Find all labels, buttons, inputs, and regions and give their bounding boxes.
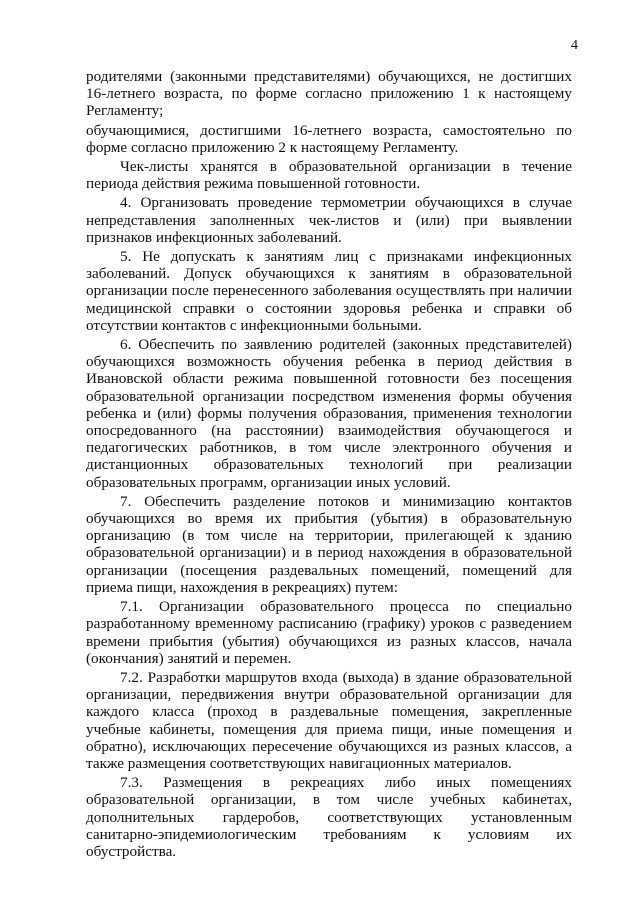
paragraph-item-5: 5. Не допускать к занятиям лиц с признаками инфекционных заболеваний. Допуск обучающихся к занятиям в образовательной организации после перенесенного заболевания осуществлять при наличии медицинской справки о состоянии здоровья ребенка и справки об отсутствии контактов с инфекционными больными. [86,248,572,334]
paragraph-item-6: 6. Обеспечить по заявлению родителей (законных представителей) обучающихся возможность обучения ребенка в период действия в Ивановской области режима повышенной готовности без посещения образовательной организации посредством изменения формы обучения ребенка и (или) формы получения образования, применения технологии опосредованного (на расстоянии) взаимодействия обучающегося и педагогических работников, в том числе электронного обучения и дистанционных образовательных технологий при реализации образовательных программ, организации иных условий. [86,336,572,491]
page-number: 4 [571,38,578,53]
paragraph-item-4: 4. Организовать проведение термометрии обучающихся в случае непредставления заполненных чек-листов и (или) при выявлении признаков инфекционных заболеваний. [86,194,572,246]
document-body [86,68,572,862]
paragraph-students-checklist: обучающимися, достигшими 16-летнего возраста, самостоятельно по форме согласно приложению 2 к настоящему Регламенту. [86,121,572,156]
paragraph-parents-checklist: родителями (законными представителями) обучающихся, не достигших 16-летнего возраста, по форме согласно приложению 1 к настоящему Регламенту; [86,68,572,120]
paragraph-item-7-3: 7.3. Размещения в рекреациях либо иных помещениях образовательной организации, в том числе учебных кабинетах, дополнительных гардеробов, соответствующих установленным санитарно-эпидемиологическим требованиям к условиям их обустройства. [86,774,572,860]
paragraph-checklist-storage: Чек-листы хранятся в образовательной организации в течение периода действия режима повышенной готовности. [86,158,572,193]
paragraph-item-7-1: 7.1. Организации образовательного процесса по специально разработанному временному расписанию (графику) уроков с разведением времени прибытия (убытия) обучающихся из разных классов, начала (окончания) занятий и перемен. [86,598,572,667]
paragraph-item-7-2: 7.2. Разработки маршрутов входа (выхода) в здание образовательной организации, передвижения внутри образовательной организации для каждого класса (проход в раздевальные помещения, закрепленные учебные кабинеты, помещения для приема пищи, иные помещения и обратно), исключающих пересечение обучающихся из разных классов, а также размещения соответствующих навигационных материалов. [86,668,572,772]
paragraph-item-7: 7. Обеспечить разделение потоков и минимизацию контактов обучающихся во время их прибытия (убытия) в образовательную организацию (в том числе на территории, прилегающей к зданию образовательной организации) и в период нахождения в образовательной организации (посещения раздевальных помещений, помещений для приема пищи, нахождения в рекреациях) путем: [86,492,572,596]
